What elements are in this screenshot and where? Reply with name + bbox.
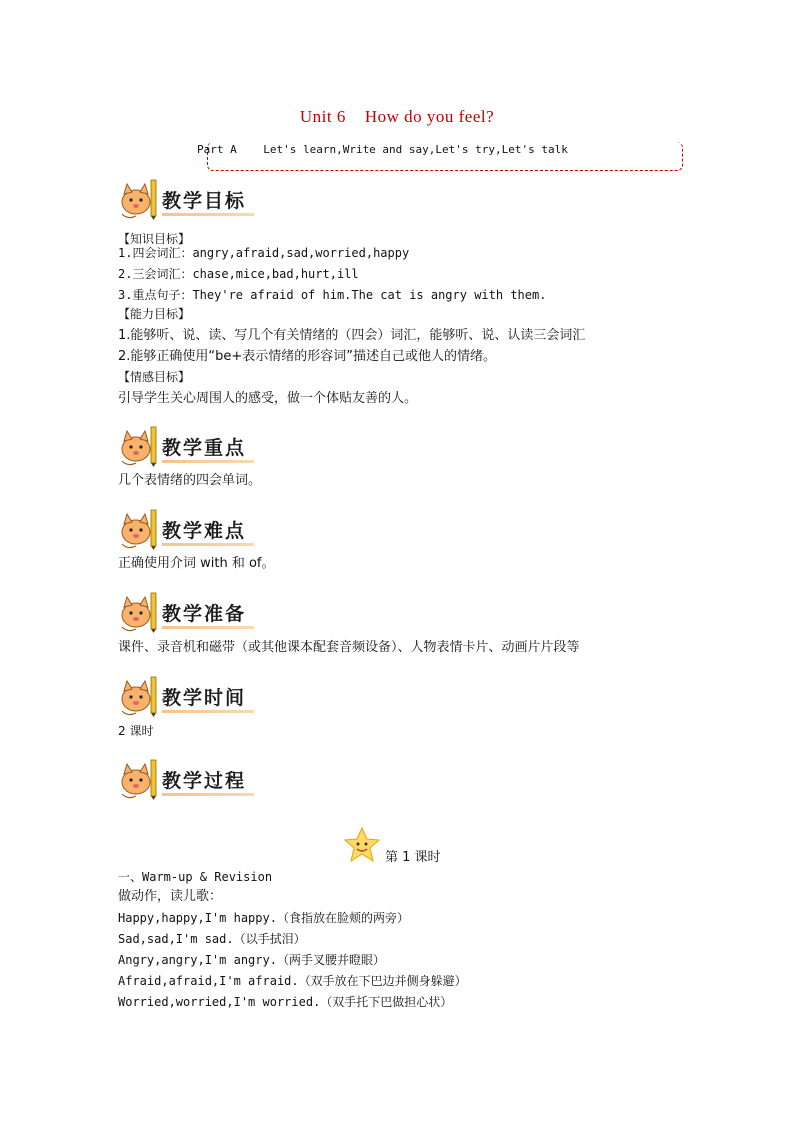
difficulties-text: 正确使用介词 with 和 of。 (118, 556, 275, 571)
knowledge-header: 【知识目标】 (118, 232, 191, 246)
cat-pencil-icon (118, 673, 164, 717)
cat-pencil-icon (118, 756, 164, 800)
heading-underline (162, 793, 254, 796)
emotion-header: 【情感目标】 (118, 370, 191, 384)
knowledge-item-1: 1.四会词汇：angry,afraid,sad,worried,happy (118, 246, 410, 260)
chant-line: Afraid,afraid,I'm afraid.（双手放在下巴边并侧身躲避） (118, 974, 467, 988)
lesson-label: 第 1 课时 (385, 850, 441, 865)
heading-underline (162, 543, 254, 546)
emotion-item-1: 引导学生关心周围人的感受，做一个体贴友善的人。 (118, 391, 418, 406)
ability-item-1: 1.能够听、说、读、写几个有关情绪的（四会）词汇，能够听、说、认读三会词汇 (118, 328, 586, 343)
knowledge-item-3: 3.重点句子：They're afraid of him.The cat is angry with them. (118, 288, 547, 302)
document-title: Unit 6 How do you feel? (299, 107, 495, 126)
heading-underline (162, 460, 254, 463)
cat-pencil-icon (118, 176, 164, 220)
ability-header: 【能力目标】 (118, 307, 191, 321)
knowledge-item-2: 2.三会词汇：chase,mice,bad,hurt,ill (118, 267, 359, 281)
section-title: 教学准备 (162, 603, 247, 625)
part-line: Part A Let's learn,Write and say,Let's try,Let's talk (197, 143, 568, 156)
chant-line: Sad,sad,I'm sad.（以手拭泪） (118, 932, 306, 946)
section-heading-goals (118, 176, 438, 220)
section-title: 教学重点 (162, 437, 247, 459)
section-title: 教学过程 (162, 770, 247, 792)
section-title: 教学时间 (162, 687, 247, 709)
step-heading: 一、Warm-up & Revision (118, 870, 273, 884)
ability-item-2: 2.能够正确使用“be+表示情绪的形容词”描述自己或他人的情绪。 (118, 349, 497, 364)
section-heading-preparation (118, 589, 438, 633)
chant-line: Worried,worried,I'm worried.（双手托下巴做担心状） (118, 995, 453, 1009)
section-heading-difficulties (118, 506, 438, 550)
time-text: 2 课时 (118, 724, 154, 738)
cat-pencil-icon (118, 589, 164, 633)
heading-underline (162, 213, 254, 216)
chant-line: Happy,happy,I'm happy.（食指放在脸颊的两旁） (118, 911, 409, 925)
section-heading-key-points (118, 423, 438, 467)
section-heading-process (118, 756, 438, 800)
instruction-text: 做动作，读儿歌： (118, 889, 223, 904)
section-title: 教学难点 (162, 520, 247, 542)
section-heading-time (118, 673, 438, 717)
star-icon (343, 826, 381, 864)
section-title: 教学目标 (162, 190, 247, 212)
key-points-text: 几个表情绪的四会单词。 (118, 473, 262, 488)
heading-underline (162, 626, 254, 629)
cat-pencil-icon (118, 423, 164, 467)
preparation-text: 课件、录音机和磁带（或其他课本配套音频设备）、人物表情卡片、动画片片段等 (118, 640, 580, 655)
cat-pencil-icon (118, 506, 164, 550)
chant-line: Angry,angry,I'm angry.（两手叉腰并瞪眼） (118, 953, 385, 967)
lesson-marker (343, 826, 463, 866)
heading-underline (162, 710, 254, 713)
